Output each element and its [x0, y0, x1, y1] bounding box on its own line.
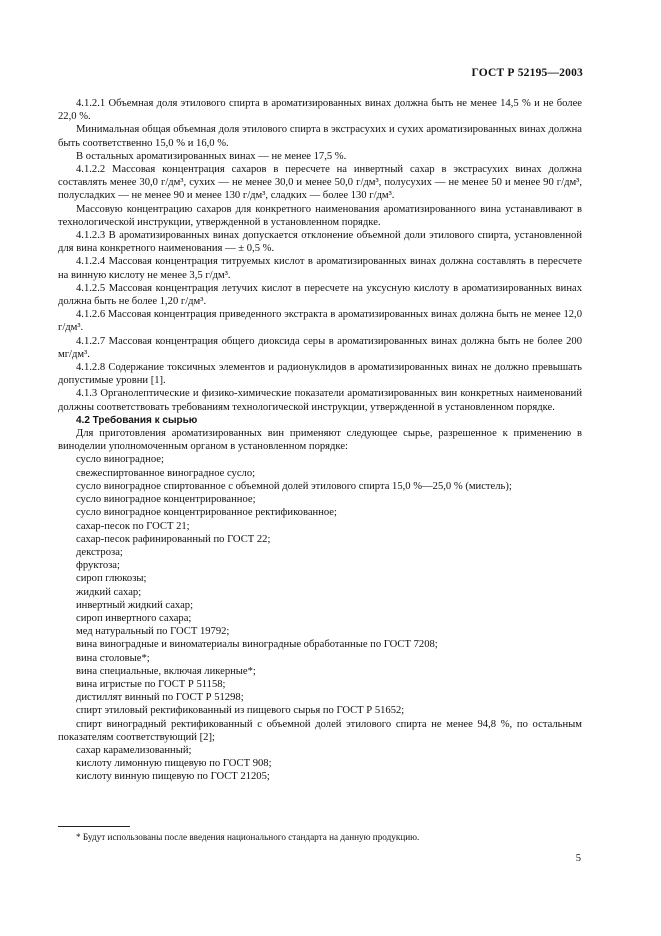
list-item: инвертный жидкий сахар; [76, 599, 194, 611]
list-item: фруктоза; [76, 560, 120, 572]
list-item: кислоту лимонную пищевую по ГОСТ 908; [76, 758, 272, 770]
list-item: сусло виноградное спиртованное с объемной долей этилового спирта 15,0 %—25,0 % (мистель); [76, 480, 512, 492]
page-number: 5 [575, 853, 581, 864]
paragraph: 4.1.2.5 Массовая концентрация летучих кислот в пересчете на уксусную кислоту в ароматизированных винах должна быть не более 1,20 г/дм³. [58, 282, 582, 308]
paragraph: В остальных ароматизированных винах — не менее 17,5 %. [76, 150, 347, 162]
list-item: сахар-песок рафинированный по ГОСТ 22; [76, 533, 271, 545]
paragraph: 4.1.2.1 Объемная доля этилового спирта в ароматизированных винах должна быть не менее 14,5 % и не более 22,0 %. [58, 98, 582, 123]
paragraph: 4.1.2.6 Массовая концентрация приведенного экстракта в ароматизированных винах должна быть не менее 12,0 г/дм³. [58, 309, 582, 334]
paragraph: 4.1.2.3 В ароматизированных винах допускается отклонение объемной доли этилового спирта, установленной для вина конкретного наименования — ± 0,5 %. [58, 230, 582, 255]
list-item: вина виноградные и виноматериалы виноградные обработанные по ГОСТ 7208; [76, 639, 438, 651]
section-intro: Для приготовления ароматизированных вин применяют следующее сырье, разрешенное к применению в виноделии уполномоченным органом в установленном порядке: [58, 428, 582, 453]
list-item: вина столовые*; [76, 652, 150, 664]
list-item: декстроза; [76, 546, 123, 558]
paragraph: 4.1.2.4 Массовая концентрация титруемых кислот в ароматизированных винах должна составлять в пересчете на винную кислоту не менее 3,5 г/дм³. [58, 256, 582, 281]
list-item: сусло виноградное; [76, 454, 164, 466]
section-heading: 4.2 Требования к сырью [76, 414, 198, 426]
list-item: жидкий сахар; [76, 586, 142, 598]
footnote: * Будут использованы после введения национального стандарта на данную продукцию. [76, 832, 420, 842]
list-item: сахар карамелизованный; [76, 744, 192, 756]
list-item: сахар-песок по ГОСТ 21; [76, 520, 190, 532]
paragraph: 4.1.2.7 Массовая концентрация общего диоксида серы в ароматизированных винах должна быть не более 200 мг/дм³. [58, 335, 582, 360]
raw-materials-list [58, 453, 582, 783]
paragraph: Минимальная общая объемная доля этилового спирта в экстрасухих и сухих ароматизированных винах должна быть соответственно 15,0 % и 16,0 %. [58, 124, 582, 149]
list-item: сироп инвертного сахара; [76, 612, 192, 624]
list-item: вина специальные, включая ликерные*; [76, 665, 256, 677]
list-item-long: спирт виноградный ректификованный с объемной долей этилового спирта не менее 94,8 %, по остальным показателям соответствующий [2]; [58, 718, 582, 743]
list-item: спирт этиловый ректификованный из пищевого сырья по ГОСТ Р 51652; [76, 705, 405, 717]
paragraph: 4.1.3 Органолептические и физико-химические показатели ароматизированных вин конкретных наименований должны соответствовать требованиям технологической инструкции, утвержденной в установленном порядке. [58, 388, 582, 413]
footnote-divider [58, 826, 130, 827]
paragraph: 4.1.2.8 Содержание токсичных элементов и радионуклидов в ароматизированных винах не должно превышать допустимые уровни [1]. [58, 362, 582, 387]
list-item: кислоту винную пищевую по ГОСТ 21205; [76, 771, 270, 783]
document-body [58, 97, 582, 784]
list-item: мед натуральный по ГОСТ 19792; [76, 626, 230, 638]
list-item: вина игристые по ГОСТ Р 51158; [76, 678, 226, 690]
list-item: сусло виноградное концентрированное ректификованное; [76, 507, 337, 519]
list-item: сусло виноградное концентрированное; [76, 494, 256, 506]
paragraph: Массовую концентрацию сахаров для конкретного наименования ароматизированного вина устанавливают в технологической инструкции, утвержденной в установленном порядке. [58, 203, 582, 228]
document-header: ГОСТ Р 52195—2003 [471, 67, 583, 79]
paragraph: 4.1.2.2 Массовая концентрация сахаров в пересчете на инвертный сахар в экстрасухих винах должна составлять менее 30,0 г/дм³, сухих — не менее 30,0 и менее 50,0 г/дм³, полусухих — не менее 50 и менее 90 г/дм³, полусладких — не менее 90 и менее 130 г/дм³, сладких — более 130 г/дм³. [58, 164, 582, 202]
list-item: свежеспиртованное виноградное сусло; [76, 467, 256, 479]
list-item: дистиллят винный по ГОСТ Р 51298; [76, 692, 244, 704]
list-item: сироп глюкозы; [76, 573, 147, 585]
